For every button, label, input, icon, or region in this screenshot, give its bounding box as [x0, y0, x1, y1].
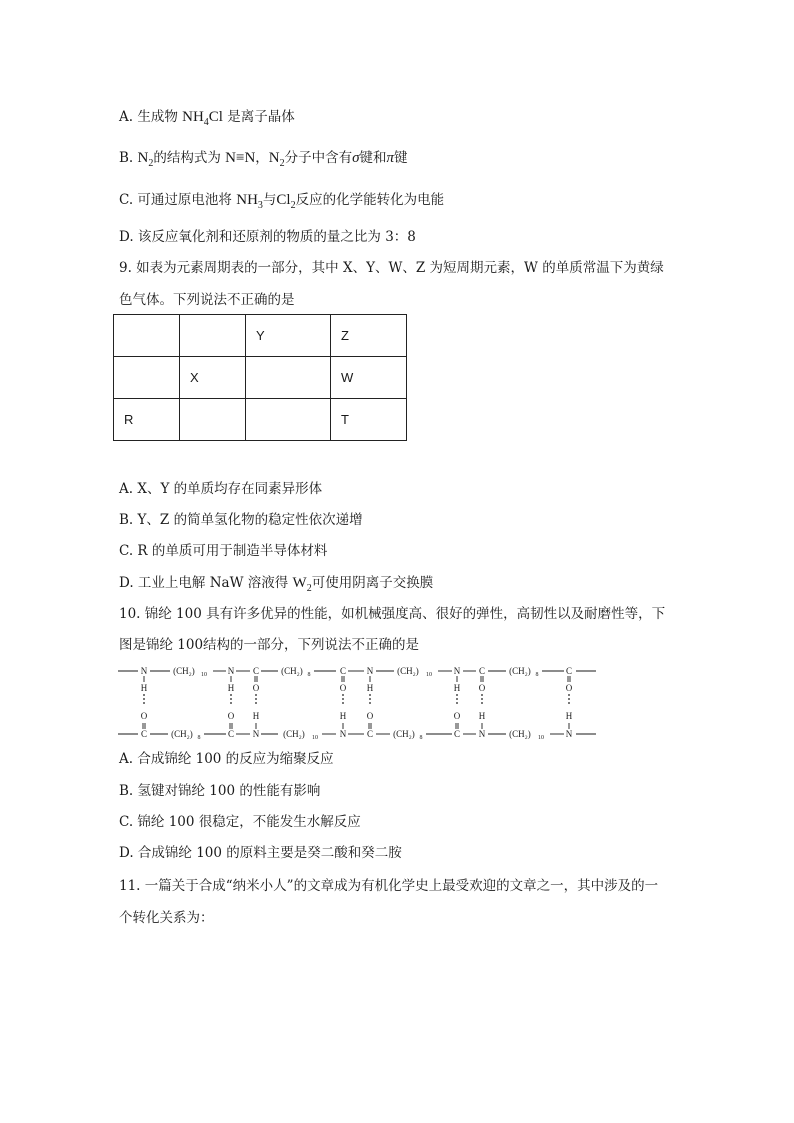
q8-option-d: D. 该反应氧化剂和还原剂的物质的量之比为 3：8 — [119, 229, 416, 245]
svg-text:C: C — [227, 729, 235, 739]
svg-text:C: C — [366, 729, 374, 739]
q8-option-a: A. 生成物 $NH_4Cl$ 是离子晶体 — [119, 109, 295, 128]
periodic-table-fragment — [113, 314, 407, 441]
svg-text:8: 8 — [419, 735, 423, 741]
svg-text:(CH₂): (CH₂) — [173, 666, 195, 676]
svg-text:H: H — [339, 711, 347, 721]
table-cell — [114, 315, 180, 357]
q9-option-c: C. R 的单质可用于制造半导体材料 — [119, 543, 328, 559]
svg-text:(CH₂): (CH₂) — [509, 666, 531, 676]
svg-text:(CH₂): (CH₂) — [397, 666, 419, 676]
q11-stem-line1: 11. 一篇关于合成“纳米小人”的文章成为有机化学史上最受欢迎的文章之一，其中涉及的一 — [119, 878, 659, 894]
table-cell — [246, 399, 331, 441]
q8-option-c: C. 可通过原电池将 $NH_3$与$Cl_2$反应的化学能转化为电能 — [119, 192, 445, 211]
svg-text:N: N — [339, 729, 347, 739]
svg-text:N: N — [478, 729, 486, 739]
svg-text:C: C — [565, 666, 573, 676]
q9-stem-line2: 色气体。下列说法不正确的是 — [119, 292, 295, 308]
triple-bond-formula: N≡N — [225, 150, 256, 166]
svg-text:(CH₂): (CH₂) — [281, 666, 303, 676]
formula-nh4cl: $NH_4Cl$ — [182, 109, 223, 128]
svg-text:O: O — [140, 711, 148, 721]
table-cell — [180, 399, 246, 441]
table-cell — [114, 357, 180, 399]
svg-text:10: 10 — [426, 672, 432, 678]
svg-text:O: O — [565, 683, 573, 693]
q9-option-d: D. 工业上电解 NaW 溶液得 $W_2$可使用阴离子交换膜 — [119, 575, 434, 594]
svg-text:(CH₂): (CH₂) — [171, 729, 193, 739]
svg-text:8: 8 — [197, 735, 201, 741]
svg-text:8: 8 — [535, 672, 539, 678]
svg-text:C: C — [140, 729, 148, 739]
q9-stem-line1: 9. 如表为元素周期表的一部分，其中 X、Y、W、Z 为短周期元素，W 的单质常温下为黄绿 — [119, 260, 664, 276]
q10-stem-line1: 10. 锦纶 100 具有许多优异的性能，如机械强度高、很好的弹性，高韧性以及耐磨性等，下 — [119, 606, 666, 622]
svg-text:N: N — [140, 666, 148, 676]
svg-text:C: C — [252, 666, 260, 676]
q8-option-b: B. $N_2$的结构式为 N≡N，$N_2$分子中含有σ键和π键 — [119, 150, 408, 169]
svg-text:C: C — [453, 729, 461, 739]
svg-text:(CH₂): (CH₂) — [393, 729, 415, 739]
q10-stem-line2: 图是锦纶 100结构的一部分，下列说法不正确的是 — [119, 637, 420, 653]
table-row — [114, 357, 407, 399]
svg-text:O: O — [339, 683, 347, 693]
q10-option-d: D. 合成锦纶 100 的原料主要是癸二酸和癸二胺 — [119, 845, 402, 861]
svg-text:N: N — [565, 729, 573, 739]
svg-text:H: H — [227, 683, 235, 693]
table-cell: Y — [246, 315, 331, 357]
svg-text:(CH₂): (CH₂) — [283, 729, 305, 739]
table-cell: T — [331, 399, 407, 441]
svg-text:8: 8 — [307, 672, 311, 678]
svg-text:O: O — [453, 711, 461, 721]
svg-text:H: H — [453, 683, 461, 693]
svg-text:10: 10 — [312, 735, 318, 741]
svg-text:H: H — [565, 711, 573, 721]
svg-text:O: O — [252, 683, 260, 693]
svg-text:N: N — [453, 666, 461, 676]
q10-option-a: A. 合成锦纶 100 的反应为缩聚反应 — [119, 751, 334, 767]
table-row — [114, 315, 407, 357]
nylon-structure-diagram — [118, 658, 598, 742]
q10-option-c: C. 锦纶 100 很稳定，不能发生水解反应 — [119, 814, 361, 830]
svg-text:H: H — [252, 711, 260, 721]
svg-text:N: N — [252, 729, 260, 739]
pi-symbol: π — [386, 150, 395, 166]
svg-text:C: C — [478, 666, 486, 676]
q10-option-b: B. 氢键对锦纶 100 的性能有影响 — [119, 783, 321, 799]
svg-text:H: H — [366, 683, 374, 693]
svg-text:H: H — [140, 683, 148, 693]
svg-text:H: H — [478, 711, 486, 721]
svg-text:O: O — [227, 711, 235, 721]
svg-text:10: 10 — [201, 672, 207, 678]
table-cell: X — [180, 357, 246, 399]
q9-option-a: A. X、Y 的单质均存在同素异形体 — [119, 481, 323, 497]
table-cell: Z — [331, 315, 407, 357]
table-cell — [180, 315, 246, 357]
svg-text:N: N — [227, 666, 235, 676]
svg-text:(CH₂): (CH₂) — [509, 729, 531, 739]
svg-text:10: 10 — [538, 735, 544, 741]
q9-option-b: B. Y、Z 的简单氢化物的稳定性依次递增 — [119, 512, 363, 528]
table-cell: W — [331, 357, 407, 399]
svg-text:O: O — [478, 683, 486, 693]
table-cell: R — [114, 399, 180, 441]
svg-text:O: O — [366, 711, 374, 721]
q11-stem-line2: 个转化关系为： — [119, 910, 214, 926]
svg-text:C: C — [339, 666, 347, 676]
table-row — [114, 399, 407, 441]
svg-text:N: N — [366, 666, 374, 676]
sigma-symbol: σ — [352, 150, 360, 166]
table-cell — [246, 357, 331, 399]
